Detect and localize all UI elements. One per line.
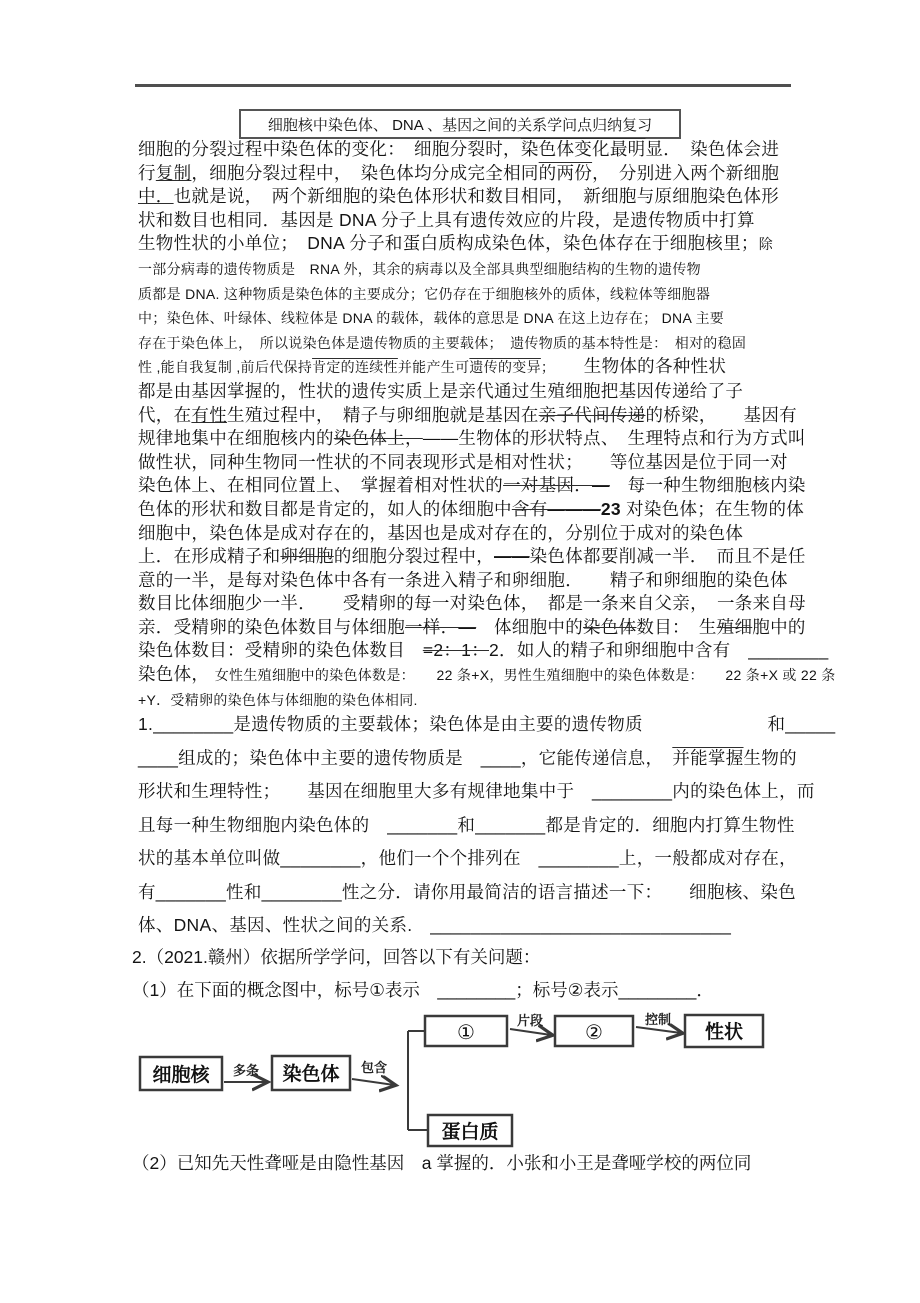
text-segment: ____组成的；染色体中主要的遗传物质是 ____，它能传递信息，	[138, 747, 673, 768]
text-segment: 的两份	[538, 162, 593, 183]
text-line	[138, 775, 838, 809]
text-segment: ，细胞分裂过程中， 染色体均分成完全相同	[191, 162, 539, 183]
text-line	[138, 545, 838, 569]
text-line	[138, 427, 838, 451]
text-segment: 染色体数目：受精卵的染色体数目	[138, 640, 423, 661]
text-line	[138, 282, 838, 307]
text-segment: ；	[540, 359, 549, 376]
text-segment: 状的基本单位叫做________，他们一个个排列在 ________上，一般都成对存在，	[138, 848, 797, 868]
text-segment: 每一种生物细胞核内染	[609, 475, 806, 496]
node-trait-label: 性状	[704, 1022, 744, 1043]
header-divider-rule	[135, 84, 791, 87]
text-line	[138, 232, 838, 257]
text-segment: 对染色体；在生物的体	[620, 498, 805, 519]
edge-label-duotiao: 多条	[232, 1063, 260, 1078]
text-line	[138, 404, 838, 428]
text-segment: 生物性状的小单位； DNA 分子和蛋白质构成染色体，染色体存在于细胞核里；	[138, 233, 759, 254]
text-segment: 都是由基因掌握的，性状的遗传实质上是亲代通过生殖细胞把基因传递给了子	[138, 380, 744, 401]
text-line	[138, 909, 838, 943]
text-segment: 意的一半，是每对染色体中各有一条进入精子和卵细胞． 精子和卵细胞的染色体	[138, 569, 788, 590]
text-segment: 23	[600, 498, 621, 519]
text-segment: 殖细	[716, 616, 753, 637]
edge-label-pianduan: 片段	[516, 1013, 544, 1028]
text-segment: 胞中的	[752, 616, 806, 637]
text-line	[138, 138, 838, 162]
text-segment: 且每一种生物细胞内染色体的 _______和_______都是肯定的．细胞内打算生物性	[138, 814, 795, 835]
question-2-part1: （1）在下面的概念图中，标号①表示 ________；标号②表示________．	[132, 980, 714, 1000]
text-segment: 遗传的变异	[469, 359, 541, 376]
text-line	[138, 708, 838, 742]
text-segment: 染色体	[583, 616, 637, 637]
text-line	[138, 663, 838, 688]
text-segment: 染色体都要削减一半． 而且不是任	[529, 546, 806, 567]
text-segment: 色体的形状和数目都是肯定的，如人的体细胞中	[138, 498, 512, 519]
node-protein-label: 蛋白质	[441, 1122, 499, 1143]
page-title: 细胞核中染色体、 DNA 、基因之间的关系学问点归纳复习	[267, 116, 653, 134]
text-line	[138, 842, 838, 876]
question-1-block	[138, 708, 838, 943]
text-segment: 中．	[138, 186, 174, 207]
text-segment: 染色体，	[138, 664, 201, 685]
text-line	[138, 451, 838, 475]
text-line	[138, 380, 838, 404]
text-line	[138, 498, 838, 522]
text-segment: 染色体变化最明	[520, 139, 646, 159]
text-line	[138, 616, 838, 640]
text-segment: 形状和生理特性； 基因在细胞里大多有规律地集中于 ________内的染色体上，而	[138, 781, 815, 801]
text-line	[138, 331, 838, 356]
concept-diagram	[130, 1012, 820, 1152]
text-segment: 显． 染色体会进	[645, 139, 780, 159]
text-segment: 做性状，同种生物同一性状的不同表现形式是相对性状； 等位基因是位于同一对	[138, 451, 788, 472]
text-line	[138, 355, 838, 380]
text-segment: 一对基因．—	[503, 475, 610, 496]
text-segment: 有性	[191, 404, 228, 425]
text-segment: 存在于染色体上， 所以说染色体是遗传物质的主要载体； 遗传物质的基本特性是： 相对的稳固	[138, 334, 747, 351]
text-segment: 的桥梁， 基因有	[645, 404, 797, 425]
question-2-part2: （2）已知先天性聋哑是由隐性基因 a 掌握的．小张和小王是聋哑学校的两位同	[132, 1153, 752, 1173]
text-line	[138, 809, 838, 843]
text-segment: =2：1：	[422, 640, 489, 661]
text-line	[138, 592, 838, 616]
edge-label-baohan: 包含	[360, 1060, 388, 1075]
node-blank-1-label: ①	[457, 1022, 475, 1044]
text-segment: ——	[494, 546, 530, 567]
text-segment: 除	[758, 236, 774, 253]
text-segment: +Y．受精卵的染色体与体细胞的染色体相同.	[138, 691, 418, 708]
text-segment: 亲．受精卵的染色体数目与体细胞	[138, 616, 405, 637]
text-segment: ________	[748, 640, 829, 661]
text-segment: 女性生殖细胞中的染色体数是： 22 条+X，男性生殖细胞中的染色体数是： 22 条+X 或 22 条	[200, 667, 836, 684]
text-segment: 1.________是遗传物质的主要载体；染色体是由主要的遗传物质 和_____	[138, 714, 836, 734]
text-segment: 含有———	[511, 498, 601, 519]
text-segment: 上．在形成精子和	[138, 546, 281, 567]
edge-blank1-blank2-arrow	[510, 1029, 551, 1035]
text-line	[138, 522, 838, 546]
question-2-heading: 2.（2021.赣州）依据所学学问，回答以下有关问题：	[132, 947, 541, 967]
title-box	[239, 109, 681, 139]
text-line	[138, 306, 838, 331]
text-line	[138, 569, 838, 593]
text-segment: 肯定的连续性	[312, 359, 398, 376]
text-segment: 数目比体细胞少一半． 受精卵的每一对染色体， 都是一条来自父亲， 一条来自母	[138, 593, 806, 614]
text-segment: 体、DNA、基因、性状之间的关系. ______________________________	[138, 915, 732, 935]
text-segment: 规律地集中在细胞核内的	[138, 428, 334, 449]
text-line	[138, 185, 838, 209]
text-segment: 性 ,能自我复制 ,前后代保持	[138, 359, 313, 376]
edge-label-kongzhi: 控制	[644, 1012, 672, 1027]
text-segment: 染色体上，	[333, 428, 423, 449]
text-segment: 一样．—	[405, 616, 477, 637]
node-blank-2-label: ②	[585, 1022, 603, 1044]
text-segment: 行	[138, 162, 156, 183]
text-segment: 染色体上、在相同位置上、 掌握着相对性状的	[138, 475, 504, 496]
text-segment: 数目： 生	[636, 616, 717, 637]
text-line	[138, 209, 838, 233]
text-line	[138, 639, 838, 663]
edge-blank2-trait-arrow	[636, 1027, 681, 1033]
text-line	[138, 162, 838, 186]
text-segment: 卵细胞	[280, 546, 334, 567]
text-segment: 并能掌握	[672, 747, 744, 768]
body-paragraph	[138, 138, 838, 712]
text-segment: ——	[422, 428, 459, 449]
text-segment: ， 分别进入两个新细胞	[592, 162, 780, 183]
text-segment: 复制	[155, 162, 192, 183]
text-segment: 也就是说， 两个新细胞的染色体形状和数目相同， 新细胞与原细胞染色体形	[173, 186, 780, 207]
text-segment: 有_______性和________性之分．请你用最简洁的语言描述一下： 细胞核、染色	[138, 881, 796, 902]
text-segment: 细胞中，染色体是成对存在的，基因也是成对存在的，分别位于成对的染色体	[138, 522, 744, 543]
text-segment: 状和数目也相同．基因是 DNA 分子上具有遗传效应的片段，是遗传物质中打算	[138, 209, 755, 230]
text-segment: 体细胞中的	[476, 616, 584, 637]
node-nucleus-label: 细胞核	[152, 1065, 210, 1086]
text-segment: 一部分病毒的遗传物质是 RNA 外，其余的病毒以及全部具典型细胞结构的生物的遗传物	[138, 260, 701, 277]
text-segment: 代，在	[138, 404, 192, 425]
text-segment: 生物体的各种性状	[548, 356, 727, 377]
text-segment: 2．如人的精子和卵细胞中含有	[489, 640, 749, 661]
text-line	[138, 474, 838, 498]
edge-chromosome-branch-arrow	[352, 1079, 394, 1085]
text-line	[138, 876, 838, 910]
text-line	[138, 742, 838, 776]
text-segment: 中；染色体、叶绿体、线粒体是 DNA 的载体，载体的意思是 DNA 在这上边存在； DNA 主要	[138, 310, 725, 327]
text-segment: 亲子代间传递	[538, 404, 646, 425]
text-segment: 并能产生可	[397, 359, 470, 376]
text-segment: 生殖过程中， 精子与卵细胞就是基因在	[227, 404, 539, 425]
text-line	[138, 257, 838, 282]
text-segment: 质都是 DNA. 这种物质是染色体的主要成分；它仍存在于细胞核外的质体，线粒体等细胞器	[138, 285, 711, 302]
text-segment: 的细胞分裂过程中，	[333, 546, 495, 567]
node-chromosome-label: 染色体	[282, 1064, 340, 1085]
text-segment: 生物的	[743, 747, 797, 768]
text-segment: 生物体的形状特点、 生理特点和行为方式叫	[458, 428, 806, 449]
text-segment: 细胞的分裂过程中染色体的变化： 细胞分裂时，	[138, 139, 521, 159]
